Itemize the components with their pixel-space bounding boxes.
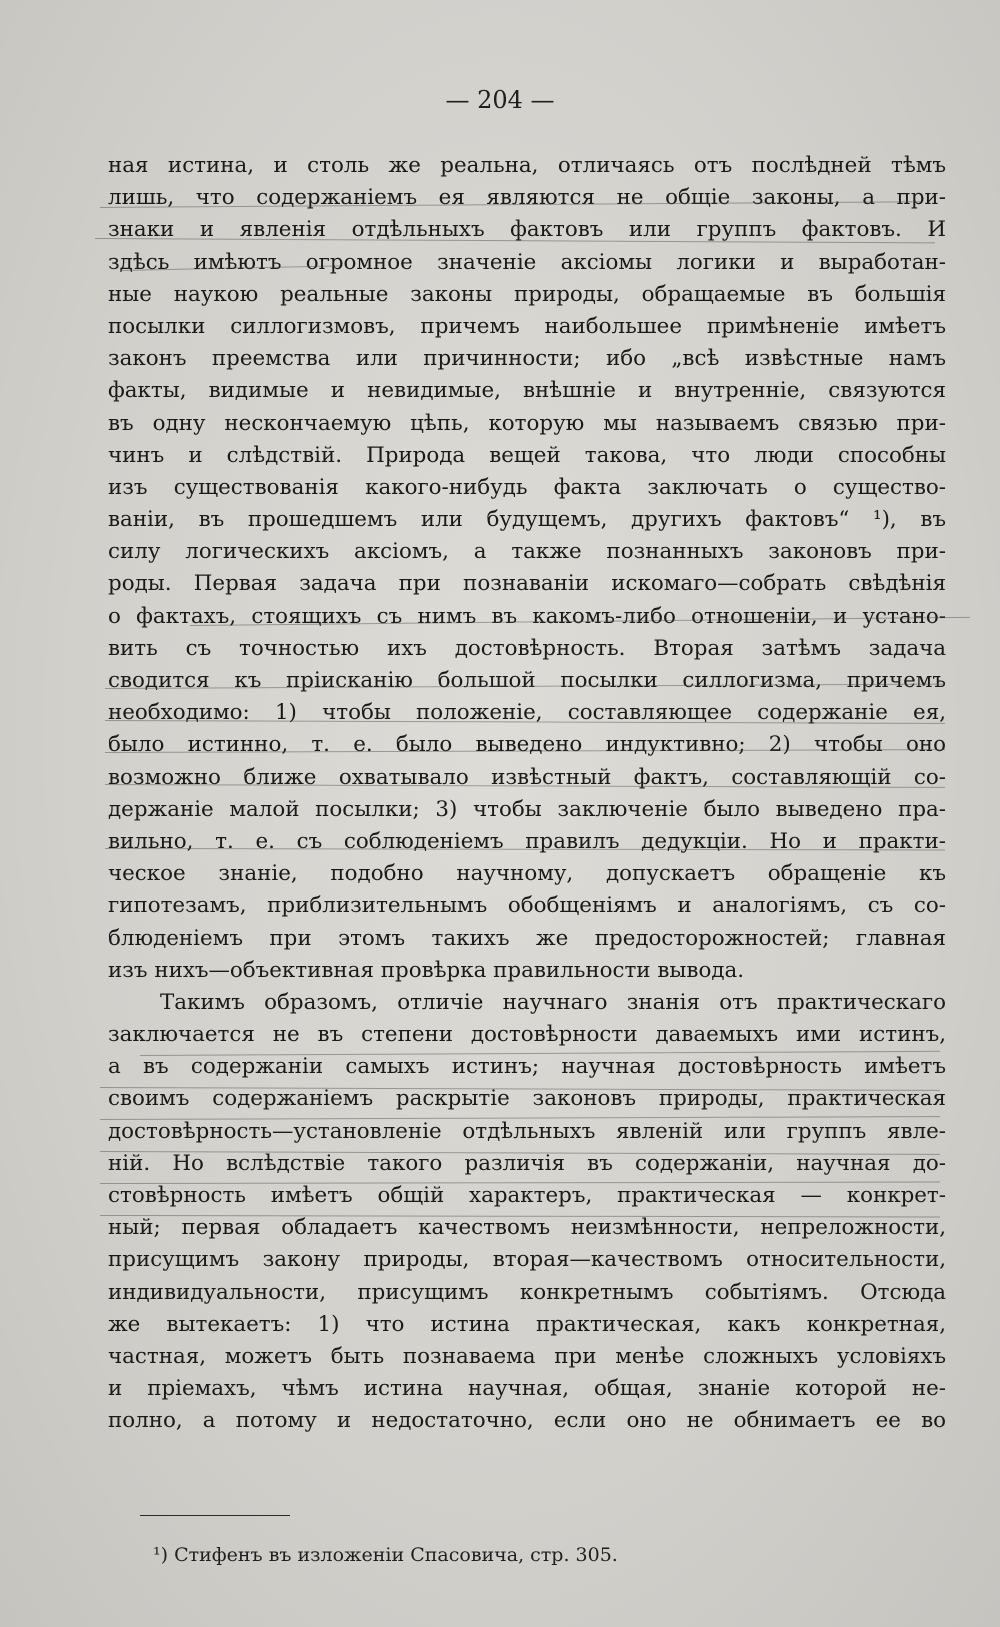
- page-number: — 204 —: [445, 86, 555, 114]
- text-line: присущимъ закону природы, вторая—качествомъ относительности,: [108, 1247, 946, 1273]
- text-line: стовѣрность имѣетъ общій характеръ, практическая — конкрет-: [108, 1183, 946, 1208]
- text-line: возможно ближе охватывало извѣстный фактъ, составляющій со-: [108, 764, 946, 790]
- text-line: лишь, что содержаніемъ ея являются не общіе законы, а при-: [108, 185, 946, 211]
- text-line: здѣсь имѣютъ огромное значеніе аксіомы логики и выработан-: [108, 249, 946, 275]
- footnote-rule: [140, 1515, 290, 1516]
- main-text: [108, 150, 946, 1438]
- text-line: ній. Но вслѣдствіе такого различія въ содержаніи, научная до-: [108, 1150, 946, 1176]
- text-line: Такимъ образомъ, отличіе научнаго знанія отъ практическаго: [160, 989, 946, 1015]
- text-line: гипотезамъ, приблизительнымъ обобщеніямъ и аналогіямъ, съ со-: [108, 893, 946, 919]
- text-line: вильно, т. е. съ соблюденіемъ правилъ дедукціи. Но и практи-: [108, 828, 946, 854]
- text-line: блюденіемъ при этомъ такихъ же предосторожностей; главная: [108, 925, 946, 951]
- text-line: необходимо: 1) чтобы положеніе, составляющее содержаніе ея,: [108, 700, 946, 726]
- text-line: индивидуальности, присущимъ конкретнымъ событіямъ. Отсюда: [108, 1279, 946, 1305]
- text-line: ная истина, и столь же реальна, отличаясь отъ послѣдней тѣмъ: [108, 153, 946, 178]
- text-line: роды. Первая задача при познаваніи искомаго—собрать свѣдѣнія: [108, 571, 946, 597]
- text-line: законъ преемства или причинности; ибо „всѣ извѣстные намъ: [108, 346, 946, 372]
- text-line: посылки силлогизмовъ, причемъ наибольшее примѣненіе имѣетъ: [108, 313, 946, 339]
- text-line: знаки и явленія отдѣльныхъ фактовъ или группъ фактовъ. И: [108, 217, 946, 243]
- text-line: же вытекаетъ: 1) что истина практическая, какъ конкретная,: [108, 1311, 946, 1337]
- text-line: ваніи, въ прошедшемъ или будущемъ, другихъ фактовъ“ ¹), въ: [108, 507, 946, 533]
- text-line: вить съ точностью ихъ достовѣрность. Вторая затѣмъ задача: [108, 635, 946, 661]
- text-line: о фактахъ, стоящихъ съ нимъ въ какомъ-либо отношеніи, и устано-: [108, 603, 946, 629]
- text-line: сводится къ пріисканію большой посылки силлогизма, причемъ: [108, 668, 946, 693]
- text-line: изъ существованія какого-нибудь факта заключать о существо-: [108, 474, 946, 500]
- text-line: ческое знаніе, подобно научному, допускаетъ обращеніе къ: [108, 861, 946, 887]
- text-line: своимъ содержаніемъ раскрытіе законовъ природы, практическая: [108, 1086, 946, 1112]
- text-line: ный; первая обладаетъ качествомъ неизмѣнности, непреложности,: [108, 1215, 946, 1241]
- text-line: силу логическихъ аксіомъ, а также познанныхъ законовъ при-: [108, 539, 946, 565]
- text-line: полно, а потому и недостаточно, если оно не обнимаетъ ее во: [108, 1408, 946, 1434]
- text-line: держаніе малой посылки; 3) чтобы заключеніе было выведено пра-: [108, 796, 946, 822]
- text-line: въ одну нескончаемую цѣпь, которую мы называемъ связью при-: [108, 410, 946, 436]
- text-line: факты, видимые и невидимые, внѣшніе и внутренніе, связуются: [108, 378, 946, 404]
- text-line: достовѣрность—установленіе отдѣльныхъ явленій или группъ явле-: [108, 1118, 946, 1144]
- text-line: и пріемахъ, чѣмъ истина научная, общая, знаніе которой не-: [108, 1376, 946, 1402]
- text-line: а въ содержаніи самыхъ истинъ; научная достовѣрность имѣетъ: [108, 1054, 946, 1080]
- text-line: заключается не въ степени достовѣрности даваемыхъ ими истинъ,: [108, 1022, 946, 1048]
- text-line: было истинно, т. е. было выведено индуктивно; 2) чтобы оно: [108, 732, 946, 758]
- text-line: ные наукою реальные законы природы, обращаемые въ большія: [108, 281, 946, 307]
- footnote: ¹) Стифенъ въ изложеніи Спасовича, стр. 305.: [153, 1544, 618, 1566]
- text-line: частная, можетъ быть познаваема при менѣе сложныхъ условіяхъ: [108, 1343, 946, 1369]
- text-line: чинъ и слѣдствій. Природа вещей такова, что люди способны: [108, 442, 946, 468]
- text-line: изъ нихъ—объективная провѣрка правильности вывода.: [108, 957, 745, 983]
